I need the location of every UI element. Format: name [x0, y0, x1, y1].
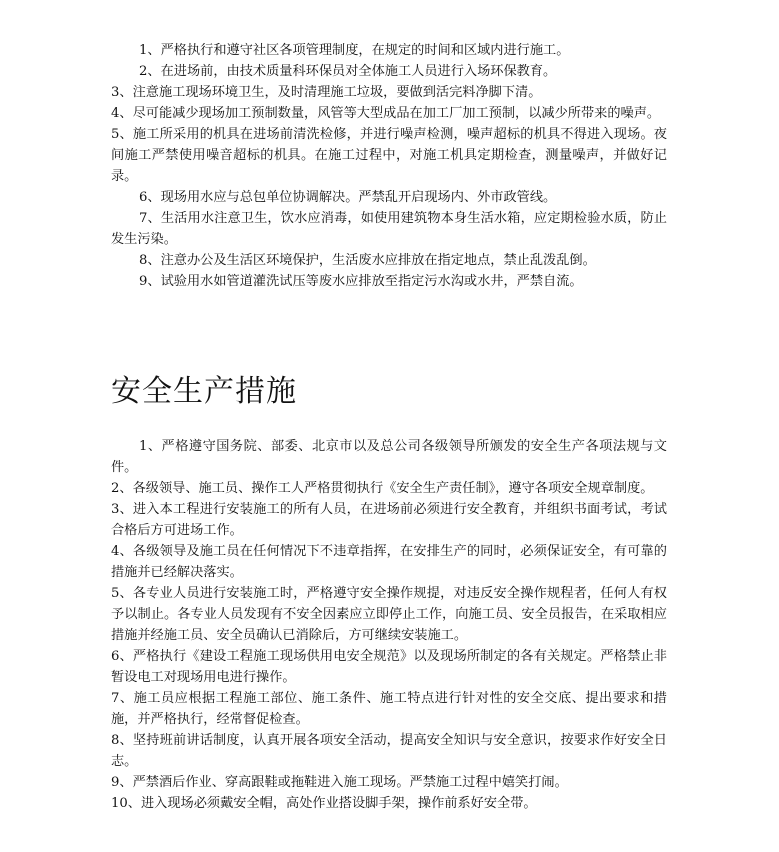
environment-item-3: 3、注意施工现场环境卫生，及时清理施工垃圾，要做到活完料净脚下清。	[111, 85, 542, 100]
environment-item-2: 2、在进场前，由技术质量科环保员对全体施工人员进行入场环保教育。	[139, 64, 557, 79]
safety-item-3: 3、进入本工程进行安装施工的所有人员，在进场前必须进行安全教育，并组织书面考试，考试合格后方可进场工作。	[111, 502, 667, 538]
safety-item-7: 7、施工员应根据工程施工部位、施工条件、施工特点进行针对性的安全交底、提出要求和措施，并严格执行，经常督促检查。	[111, 691, 667, 727]
safety-measures-list	[111, 436, 667, 814]
safety-item-5: 5、各专业人员进行安装施工时，严格遵守安全操作规提，对违反安全操作规程者，任何人有权予以制止。各专业人员发现有不安全因素应立即停止工作，向施工员、安全员报告，在采取相应措施并经施工员、安全员确认已消除后，方可继续安装施工。	[111, 586, 667, 643]
safety-item-9: 9、严禁酒后作业、穿高跟鞋或拖鞋进入施工现场。严禁施工过程中嬉笑打闹。	[111, 775, 568, 790]
environment-item-9: 9、试验用水如管道灌洗试压等废水应排放至指定污水沟或水井，严禁自流。	[139, 274, 583, 289]
safety-item-1: 1、严格遵守国务院、部委、北京市以及总公司各级领导所颁发的安全生产各项法规与文件。	[111, 439, 667, 475]
safety-item-8: 8、坚持班前讲话制度，认真开展各项安全活动，提高安全知识与安全意识，按要求作好安全日志。	[111, 733, 667, 769]
safety-section-title: 安全生产措施	[111, 374, 297, 409]
environment-item-5: 5、施工所采用的机具在进场前清洗检修，并进行噪声检测，噪声超标的机具不得进入现场。夜间施工严禁使用噪音超标的机具。在施工过程中，对施工机具定期检查，测量噪声，并做好记录。	[111, 127, 667, 184]
environment-item-7: 7、生活用水注意卫生，饮水应消毒，如使用建筑物本身生活水箱，应定期检验水质，防止发生污染。	[111, 211, 667, 247]
environment-measures-list	[111, 40, 667, 292]
environment-item-6: 6、现场用水应与总包单位协调解决。严禁乱开启现场内、外市政管线。	[139, 190, 557, 205]
environment-item-8: 8、注意办公及生活区环境保护，生活废水应排放在指定地点，禁止乱泼乱倒。	[139, 253, 596, 268]
safety-item-4: 4、各级领导及施工员在任何情况下不违章指挥，在安排生产的同时，必须保证安全，有可靠的措施并已经解决落实。	[111, 544, 667, 580]
safety-item-10: 10、进入现场必须戴安全帽，高处作业搭设脚手架，操作前系好安全带。	[111, 796, 537, 811]
safety-item-2: 2、各级领导、施工员、操作工人严格贯彻执行《安全生产责任制》，遵守各项安全规章制度。	[111, 481, 654, 496]
environment-item-1: 1、严格执行和遵守社区各项管理制度，在规定的时间和区域内进行施工。	[139, 43, 570, 58]
environment-item-4: 4、尽可能减少现场加工预制数量，风管等大型成品在加工厂加工预制，以减少所带来的噪声。	[111, 106, 661, 121]
safety-item-6: 6、严格执行《建设工程施工现场供用电安全规范》以及现场所制定的各有关规定。严格禁止非暂设电工对现场用电进行操作。	[111, 649, 667, 685]
